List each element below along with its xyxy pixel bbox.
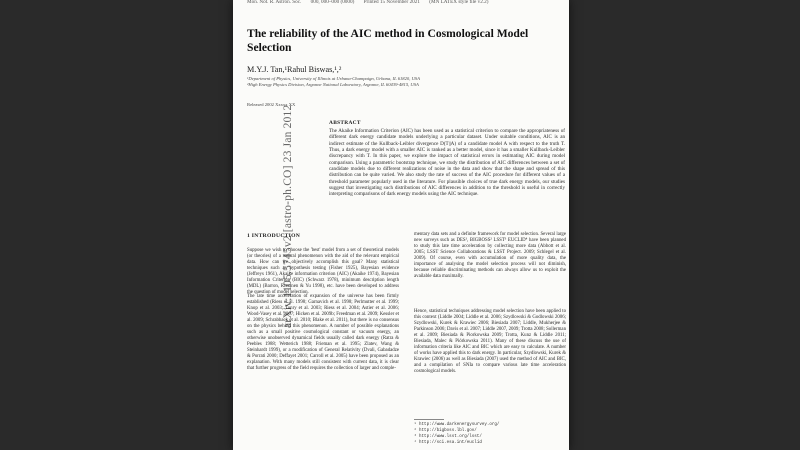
released-date: Released 2002 Xxxxx XX	[247, 102, 296, 107]
intro-paragraph-3: mentary data sets and a definite framework for model selection. Several large new surveys such as DES¹, BIGBOSS² LSST³ EUCLID⁴ have been planned to study this late time acceleration by collecting more data (Abbott et al. 2005; LSST Science Collaborations & LSST Project. 2009; Schlegel et al. 2009). Of course, even with accumulation of more quality data, the importance of analysing the model selection process will not diminish, because reliable discriminating methods can always allow us to exploit the available data maximally.	[414, 232, 566, 279]
viewer-background-right	[569, 0, 800, 450]
affiliations	[247, 76, 420, 89]
printed-date: Printed 15 November 2021	[363, 0, 420, 5]
affiliation-1: ¹Department of Physics, University of Illinois at Urbana-Champaign, Urbana, IL 61820, USA	[247, 76, 420, 81]
arxiv-stamp: arXiv:1105.5745v2 [astro-ph.CO] 23 Jan 2012	[282, 104, 294, 328]
abstract-text: The Akaike Information Criterion (AIC) has been used as a statistical criterion to compare the appropriateness of different dark energy candidate models underlying a particular dataset. Under suitable conditions, AIC is an indirect estimate of the Kullback-Leibler divergence D(T||A) of a candidate model A with respect to the truth T. Thus, a dark energy model with a smaller AIC is ranked as a better model, since it has a smaller Kullback-Leibler discrepancy with T. In this paper, we explore the impact of statistical errors in estimating AIC during model comparison. Using a parametric bootstrap technique, we study the distribution of AIC differences between a set of candidate models due to different realizations of noise in the data and show that the shape and spread of this distribution can be quite varied. We also study the rate of success of the AIC procedure for different values of a threshold parameter popularly used in the literature. For plausible choices of true dark energy models, our studies suggest that investigating such distributions of AIC differences in addition to the threshold is useful in correctly interpreting comparisons of dark energy models using the AIC technique.	[329, 128, 565, 198]
footnote-link[interactable]: ¹ http://www.darkenergysurvey.org/	[414, 423, 500, 427]
footnote-link[interactable]: ² http://bigboss.lbl.gov/	[414, 429, 477, 433]
intro-paragraph-4: Hence, statistical techniques addressing model selection have been applied to this context (Liddle 2004; Liddle et al. 2006; Szydlowski & Godlowski 2006; Szydlowski, Kurek & Krawiec 2006; Biesiada 2007; Liddle, Mukherjee & Parkinson 2006; Davis et al. 2007; Liddle 2007, 2009; Trotta 2008; Sollerman et al. 2009; Biesiada & Piorkowska 2009; Trotta, Kunz & Liddle 2011; Biesiada, Malec & Piórkowska 2011). Many of these discuss the use of information criteria like AIC and BIC which are easy to calculate. A number of works have applied this to dark energy. In particular, Szydlowski, Kurek & Krawiec (2006) as well as Biesiada (2007) used the method of AIC and BIC, and a compilation of SNIa to compare various late time acceleration cosmological models.	[414, 309, 566, 374]
journal-name: Mon. Not. R. Astron. Soc.	[247, 0, 302, 5]
footnote-rule	[414, 419, 444, 420]
intro-paragraph-2: The late time acceleration of expansion of the universe has been firmly established (Riess et al. 1998; Garnavich et al. 1998; Perlmutter et al. 1999; Knop et al. 2003; Tonry et al. 2003; Riess et al. 2004; Astier et al. 2006; Wood-Vasey et al. 2007; Hicken et al. 2009b; Freedman et al. 2009; Kessler et al. 2009; Schrabback et al. 2010; Blake et al. 2011), but there is no consensus on the physics behind this phenomenon. A number of possible explanations such as a small positive cosmological constant or vacuum energy, an otherwise unobserved dynamical fields usually called dark energy (Ratra & Peebles 1988; Wetterich 1988; Frieman et al. 1995; Zlatev, Wang & Steinhardt 1999), or a modification of General Relativity (Dvali, Gabadadze & Porrati 2000; Deffayet 2001; Carroll et al. 2005) have been proposed as an explanation. With many models still consistent with current data, it is clear that further progress of the field requires the collection of larger and comple-	[247, 294, 399, 371]
intro-paragraph-1: Suppose we wish to choose the 'best' model from a set of theoretical models (or theories) of a natural phenomenon with the aid of the relevant empirical data. How can we objectively accomplish this goal? Many statistical techniques such as hypothesis testing (Fisher 1925), Bayesian evidence (Jeffreys 1961), Akaike information criterion (AIC) (Akaike 1974), Bayesian Information Criterion (BIC) (Schwarz 1978), minimum description length (MDL) (Barron, Rissanen & Yu 1998), etc. have been developed to address the question of model selection.	[247, 248, 399, 295]
footnote-link[interactable]: ³ http://www.lsst.org/lsst/	[414, 435, 482, 439]
section-heading-introduction: 1 INTRODUCTION	[247, 233, 301, 239]
style-file: (MN LATEX style file v2.2)	[429, 0, 489, 5]
running-header	[247, 0, 567, 5]
paper-page[interactable]	[233, 0, 569, 450]
viewer-background-left	[0, 0, 233, 450]
journal-pages: 000, 000–000 (0000)	[310, 0, 355, 5]
paper-title: The reliability of the AIC method in Cosmological Model Selection	[247, 27, 529, 54]
authors: M.Y.J. Tan,¹Rahul Biswas,¹,²	[247, 65, 342, 74]
footnotes	[414, 422, 499, 446]
affiliation-2: ²High Energy Physics Division, Argonne National Laboratory, Argonne, IL 60439-4815, USA	[247, 82, 419, 88]
abstract-heading: ABSTRACT	[329, 120, 361, 126]
footnote-link[interactable]: ⁴ http://sci.esa.int/euclid	[414, 441, 482, 445]
